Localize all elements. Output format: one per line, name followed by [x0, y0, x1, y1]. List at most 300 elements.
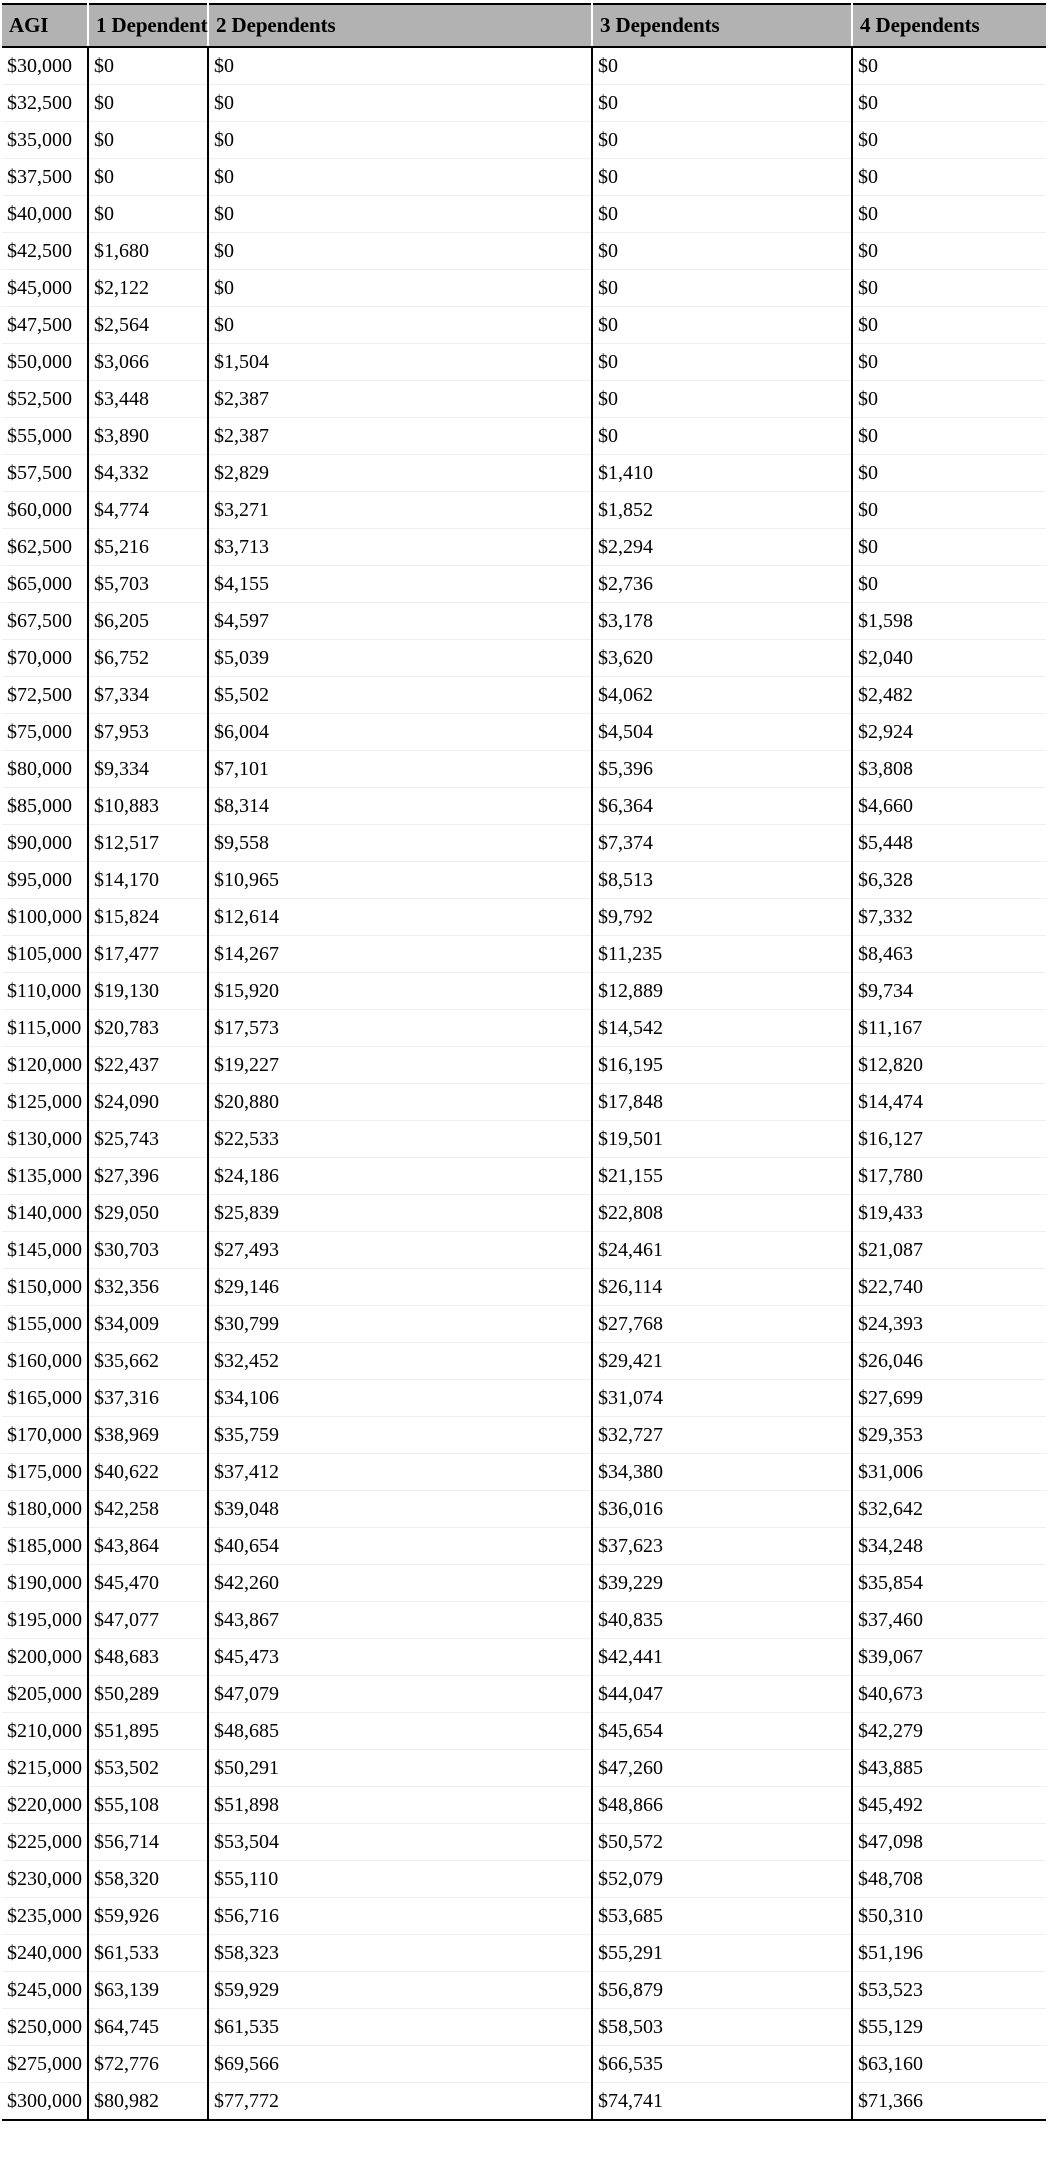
cell-agi: $175,000 — [2, 1454, 88, 1491]
cell-dep2: $17,573 — [208, 1010, 592, 1047]
cell-dep1: $34,009 — [88, 1306, 208, 1343]
cell-dep1: $55,108 — [88, 1787, 208, 1824]
cell-dep2: $42,260 — [208, 1565, 592, 1602]
cell-dep3: $11,235 — [592, 936, 852, 973]
cell-agi: $275,000 — [2, 2046, 88, 2083]
cell-dep2: $0 — [208, 47, 592, 85]
cell-dep2: $40,654 — [208, 1528, 592, 1565]
cell-dep4: $0 — [852, 381, 1046, 418]
table-row — [2, 1121, 1046, 1158]
table-row — [2, 1306, 1046, 1343]
cell-dep1: $15,824 — [88, 899, 208, 936]
cell-agi: $135,000 — [2, 1158, 88, 1195]
cell-agi: $45,000 — [2, 270, 88, 307]
cell-dep1: $0 — [88, 85, 208, 122]
table-row — [2, 1602, 1046, 1639]
cell-dep2: $32,452 — [208, 1343, 592, 1380]
cell-dep2: $0 — [208, 270, 592, 307]
cell-dep3: $6,364 — [592, 788, 852, 825]
cell-dep4: $63,160 — [852, 2046, 1046, 2083]
cell-dep1: $6,205 — [88, 603, 208, 640]
table-row — [2, 825, 1046, 862]
cell-dep2: $12,614 — [208, 899, 592, 936]
cell-dep4: $39,067 — [852, 1639, 1046, 1676]
table-row — [2, 2009, 1046, 2046]
cell-agi: $205,000 — [2, 1676, 88, 1713]
table-row — [2, 159, 1046, 196]
cell-agi: $190,000 — [2, 1565, 88, 1602]
cell-agi: $120,000 — [2, 1047, 88, 1084]
column-header-agi: AGI — [2, 4, 88, 47]
table-row — [2, 381, 1046, 418]
cell-dep4: $11,167 — [852, 1010, 1046, 1047]
cell-dep2: $30,799 — [208, 1306, 592, 1343]
cell-dep1: $61,533 — [88, 1935, 208, 1972]
table-row — [2, 1158, 1046, 1195]
cell-agi: $200,000 — [2, 1639, 88, 1676]
table-row — [2, 899, 1046, 936]
cell-dep4: $0 — [852, 344, 1046, 381]
cell-dep2: $2,387 — [208, 381, 592, 418]
cell-agi: $30,000 — [2, 47, 88, 85]
table-row — [2, 566, 1046, 603]
cell-dep3: $1,410 — [592, 455, 852, 492]
cell-dep1: $63,139 — [88, 1972, 208, 2009]
cell-dep1: $32,356 — [88, 1269, 208, 1306]
table-row — [2, 47, 1046, 85]
cell-dep3: $1,852 — [592, 492, 852, 529]
cell-dep4: $0 — [852, 47, 1046, 85]
table-row — [2, 603, 1046, 640]
cell-dep4: $37,460 — [852, 1602, 1046, 1639]
cell-dep1: $24,090 — [88, 1084, 208, 1121]
cell-agi: $65,000 — [2, 566, 88, 603]
cell-dep1: $4,332 — [88, 455, 208, 492]
column-header-3-dependents: 3 Dependents — [592, 4, 852, 47]
table-row — [2, 307, 1046, 344]
cell-dep4: $0 — [852, 270, 1046, 307]
cell-dep2: $27,493 — [208, 1232, 592, 1269]
cell-dep4: $0 — [852, 418, 1046, 455]
cell-dep1: $35,662 — [88, 1343, 208, 1380]
table-row — [2, 85, 1046, 122]
table-row — [2, 1232, 1046, 1269]
cell-dep2: $69,566 — [208, 2046, 592, 2083]
cell-agi: $80,000 — [2, 751, 88, 788]
cell-dep2: $37,412 — [208, 1454, 592, 1491]
cell-dep1: $27,396 — [88, 1158, 208, 1195]
cell-dep2: $34,106 — [208, 1380, 592, 1417]
cell-dep3: $0 — [592, 159, 852, 196]
cell-dep1: $29,050 — [88, 1195, 208, 1232]
cell-dep3: $31,074 — [592, 1380, 852, 1417]
cell-agi: $145,000 — [2, 1232, 88, 1269]
cell-dep1: $7,334 — [88, 677, 208, 714]
table-body — [2, 47, 1046, 2120]
cell-dep4: $0 — [852, 233, 1046, 270]
cell-dep3: $50,572 — [592, 1824, 852, 1861]
table-row — [2, 640, 1046, 677]
cell-dep3: $0 — [592, 270, 852, 307]
cell-dep2: $48,685 — [208, 1713, 592, 1750]
cell-agi: $50,000 — [2, 344, 88, 381]
cell-dep4: $9,734 — [852, 973, 1046, 1010]
table-row — [2, 973, 1046, 1010]
cell-dep3: $48,866 — [592, 1787, 852, 1824]
cell-dep3: $29,421 — [592, 1343, 852, 1380]
cell-dep3: $8,513 — [592, 862, 852, 899]
cell-dep3: $3,178 — [592, 603, 852, 640]
cell-dep4: $55,129 — [852, 2009, 1046, 2046]
cell-agi: $195,000 — [2, 1602, 88, 1639]
cell-dep3: $0 — [592, 418, 852, 455]
cell-agi: $37,500 — [2, 159, 88, 196]
cell-agi: $47,500 — [2, 307, 88, 344]
table-row — [2, 1787, 1046, 1824]
cell-dep4: $0 — [852, 307, 1046, 344]
cell-dep1: $2,122 — [88, 270, 208, 307]
cell-agi: $235,000 — [2, 1898, 88, 1935]
table-row — [2, 1010, 1046, 1047]
cell-dep4: $31,006 — [852, 1454, 1046, 1491]
cell-dep4: $45,492 — [852, 1787, 1046, 1824]
table-row — [2, 529, 1046, 566]
cell-dep4: $2,482 — [852, 677, 1046, 714]
cell-dep3: $5,396 — [592, 751, 852, 788]
table-row — [2, 1972, 1046, 2009]
cell-dep2: $61,535 — [208, 2009, 592, 2046]
cell-dep1: $50,289 — [88, 1676, 208, 1713]
cell-dep1: $53,502 — [88, 1750, 208, 1787]
cell-agi: $140,000 — [2, 1195, 88, 1232]
cell-dep4: $43,885 — [852, 1750, 1046, 1787]
cell-dep2: $7,101 — [208, 751, 592, 788]
cell-agi: $70,000 — [2, 640, 88, 677]
cell-dep2: $2,387 — [208, 418, 592, 455]
cell-dep1: $3,066 — [88, 344, 208, 381]
cell-dep1: $51,895 — [88, 1713, 208, 1750]
cell-dep4: $0 — [852, 455, 1046, 492]
cell-agi: $105,000 — [2, 936, 88, 973]
cell-dep1: $0 — [88, 47, 208, 85]
cell-dep1: $19,130 — [88, 973, 208, 1010]
cell-dep4: $2,924 — [852, 714, 1046, 751]
cell-dep3: $58,503 — [592, 2009, 852, 2046]
cell-dep2: $51,898 — [208, 1787, 592, 1824]
cell-dep1: $5,216 — [88, 529, 208, 566]
cell-agi: $155,000 — [2, 1306, 88, 1343]
cell-agi: $62,500 — [2, 529, 88, 566]
cell-dep3: $9,792 — [592, 899, 852, 936]
cell-dep2: $19,227 — [208, 1047, 592, 1084]
cell-dep1: $20,783 — [88, 1010, 208, 1047]
cell-dep1: $42,258 — [88, 1491, 208, 1528]
cell-dep4: $29,353 — [852, 1417, 1046, 1454]
cell-dep4: $35,854 — [852, 1565, 1046, 1602]
cell-dep3: $2,736 — [592, 566, 852, 603]
cell-dep1: $4,774 — [88, 492, 208, 529]
cell-dep1: $64,745 — [88, 2009, 208, 2046]
table-row — [2, 1824, 1046, 1861]
cell-dep3: $52,079 — [592, 1861, 852, 1898]
cell-dep2: $0 — [208, 233, 592, 270]
cell-dep2: $53,504 — [208, 1824, 592, 1861]
cell-dep2: $56,716 — [208, 1898, 592, 1935]
table-row — [2, 1380, 1046, 1417]
cell-dep3: $3,620 — [592, 640, 852, 677]
agi-dependents-table — [2, 3, 1046, 2121]
cell-agi: $150,000 — [2, 1269, 88, 1306]
cell-dep3: $17,848 — [592, 1084, 852, 1121]
cell-dep3: $0 — [592, 233, 852, 270]
cell-agi: $35,000 — [2, 122, 88, 159]
cell-dep2: $50,291 — [208, 1750, 592, 1787]
cell-dep1: $12,517 — [88, 825, 208, 862]
cell-dep4: $24,393 — [852, 1306, 1046, 1343]
cell-agi: $67,500 — [2, 603, 88, 640]
cell-agi: $75,000 — [2, 714, 88, 751]
cell-dep3: $53,685 — [592, 1898, 852, 1935]
table-row — [2, 1639, 1046, 1676]
table-row — [2, 455, 1046, 492]
cell-dep1: $2,564 — [88, 307, 208, 344]
cell-dep4: $12,820 — [852, 1047, 1046, 1084]
cell-dep3: $55,291 — [592, 1935, 852, 1972]
cell-dep1: $80,982 — [88, 2083, 208, 2121]
cell-agi: $115,000 — [2, 1010, 88, 1047]
table-row — [2, 936, 1046, 973]
cell-dep4: $50,310 — [852, 1898, 1046, 1935]
table-row — [2, 1417, 1046, 1454]
cell-dep3: $4,504 — [592, 714, 852, 751]
table-row — [2, 1565, 1046, 1602]
cell-dep1: $17,477 — [88, 936, 208, 973]
cell-dep4: $47,098 — [852, 1824, 1046, 1861]
cell-agi: $250,000 — [2, 2009, 88, 2046]
cell-agi: $300,000 — [2, 2083, 88, 2121]
cell-dep4: $3,808 — [852, 751, 1046, 788]
cell-dep4: $22,740 — [852, 1269, 1046, 1306]
cell-dep3: $12,889 — [592, 973, 852, 1010]
cell-dep3: $39,229 — [592, 1565, 852, 1602]
cell-agi: $240,000 — [2, 1935, 88, 1972]
column-header-2-dependents: 2 Dependents — [208, 4, 592, 47]
cell-dep3: $47,260 — [592, 1750, 852, 1787]
cell-dep1: $7,953 — [88, 714, 208, 751]
table-row — [2, 1528, 1046, 1565]
cell-dep3: $0 — [592, 307, 852, 344]
cell-agi: $215,000 — [2, 1750, 88, 1787]
header-row — [2, 4, 1046, 47]
cell-dep2: $9,558 — [208, 825, 592, 862]
table-row — [2, 677, 1046, 714]
cell-dep1: $0 — [88, 159, 208, 196]
cell-dep3: $32,727 — [592, 1417, 852, 1454]
cell-dep4: $26,046 — [852, 1343, 1046, 1380]
cell-dep3: $22,808 — [592, 1195, 852, 1232]
cell-dep4: $5,448 — [852, 825, 1046, 862]
cell-dep3: $16,195 — [592, 1047, 852, 1084]
cell-dep4: $32,642 — [852, 1491, 1046, 1528]
cell-agi: $170,000 — [2, 1417, 88, 1454]
cell-dep2: $3,713 — [208, 529, 592, 566]
cell-dep1: $72,776 — [88, 2046, 208, 2083]
cell-agi: $55,000 — [2, 418, 88, 455]
table-row — [2, 122, 1046, 159]
cell-dep2: $15,920 — [208, 973, 592, 1010]
cell-dep4: $53,523 — [852, 1972, 1046, 2009]
table-row — [2, 714, 1046, 751]
cell-dep2: $3,271 — [208, 492, 592, 529]
cell-dep3: $27,768 — [592, 1306, 852, 1343]
table-row — [2, 862, 1046, 899]
cell-dep1: $5,703 — [88, 566, 208, 603]
cell-dep2: $0 — [208, 159, 592, 196]
cell-dep3: $66,535 — [592, 2046, 852, 2083]
cell-dep2: $8,314 — [208, 788, 592, 825]
table-row — [2, 2046, 1046, 2083]
cell-dep1: $43,864 — [88, 1528, 208, 1565]
cell-dep1: $6,752 — [88, 640, 208, 677]
table-row — [2, 1047, 1046, 1084]
cell-agi: $95,000 — [2, 862, 88, 899]
table-row — [2, 1898, 1046, 1935]
cell-dep3: $44,047 — [592, 1676, 852, 1713]
cell-dep2: $39,048 — [208, 1491, 592, 1528]
cell-dep4: $40,673 — [852, 1676, 1046, 1713]
cell-dep4: $0 — [852, 85, 1046, 122]
cell-dep4: $21,087 — [852, 1232, 1046, 1269]
cell-agi: $185,000 — [2, 1528, 88, 1565]
cell-agi: $180,000 — [2, 1491, 88, 1528]
cell-dep3: $0 — [592, 196, 852, 233]
cell-dep2: $5,502 — [208, 677, 592, 714]
cell-dep2: $4,155 — [208, 566, 592, 603]
cell-dep3: $4,062 — [592, 677, 852, 714]
cell-dep2: $20,880 — [208, 1084, 592, 1121]
cell-dep1: $56,714 — [88, 1824, 208, 1861]
cell-dep1: $14,170 — [88, 862, 208, 899]
cell-dep3: $7,374 — [592, 825, 852, 862]
cell-dep4: $4,660 — [852, 788, 1046, 825]
cell-dep2: $4,597 — [208, 603, 592, 640]
table-row — [2, 1676, 1046, 1713]
cell-dep4: $8,463 — [852, 936, 1046, 973]
table-row — [2, 788, 1046, 825]
cell-dep4: $34,248 — [852, 1528, 1046, 1565]
table-row — [2, 1935, 1046, 1972]
cell-agi: $130,000 — [2, 1121, 88, 1158]
cell-agi: $220,000 — [2, 1787, 88, 1824]
cell-agi: $210,000 — [2, 1713, 88, 1750]
cell-dep4: $14,474 — [852, 1084, 1046, 1121]
table-row — [2, 196, 1046, 233]
cell-dep4: $16,127 — [852, 1121, 1046, 1158]
cell-dep3: $0 — [592, 381, 852, 418]
cell-dep1: $30,703 — [88, 1232, 208, 1269]
column-header-1-dependent: 1 Dependent — [88, 4, 208, 47]
cell-dep4: $0 — [852, 492, 1046, 529]
cell-dep4: $2,040 — [852, 640, 1046, 677]
cell-dep1: $37,316 — [88, 1380, 208, 1417]
table-row — [2, 1084, 1046, 1121]
cell-dep2: $25,839 — [208, 1195, 592, 1232]
cell-dep4: $0 — [852, 122, 1046, 159]
table-row — [2, 1454, 1046, 1491]
cell-dep4: $48,708 — [852, 1861, 1046, 1898]
table-row — [2, 2083, 1046, 2121]
cell-dep1: $3,448 — [88, 381, 208, 418]
cell-dep1: $10,883 — [88, 788, 208, 825]
cell-agi: $165,000 — [2, 1380, 88, 1417]
cell-dep3: $56,879 — [592, 1972, 852, 2009]
cell-agi: $160,000 — [2, 1343, 88, 1380]
cell-dep2: $35,759 — [208, 1417, 592, 1454]
cell-dep3: $19,501 — [592, 1121, 852, 1158]
cell-dep4: $17,780 — [852, 1158, 1046, 1195]
cell-dep2: $0 — [208, 122, 592, 159]
cell-dep1: $45,470 — [88, 1565, 208, 1602]
cell-dep3: $36,016 — [592, 1491, 852, 1528]
cell-dep2: $47,079 — [208, 1676, 592, 1713]
cell-dep4: $0 — [852, 196, 1046, 233]
cell-dep1: $40,622 — [88, 1454, 208, 1491]
cell-agi: $230,000 — [2, 1861, 88, 1898]
cell-dep2: $6,004 — [208, 714, 592, 751]
cell-agi: $245,000 — [2, 1972, 88, 2009]
cell-dep1: $1,680 — [88, 233, 208, 270]
cell-dep4: $19,433 — [852, 1195, 1046, 1232]
cell-agi: $90,000 — [2, 825, 88, 862]
cell-dep1: $38,969 — [88, 1417, 208, 1454]
cell-dep1: $0 — [88, 196, 208, 233]
column-header-4-dependents: 4 Dependents — [852, 4, 1046, 47]
cell-dep2: $0 — [208, 196, 592, 233]
cell-dep3: $26,114 — [592, 1269, 852, 1306]
cell-dep1: $9,334 — [88, 751, 208, 788]
cell-dep1: $48,683 — [88, 1639, 208, 1676]
cell-dep1: $22,437 — [88, 1047, 208, 1084]
cell-dep2: $22,533 — [208, 1121, 592, 1158]
cell-dep2: $59,929 — [208, 1972, 592, 2009]
cell-agi: $60,000 — [2, 492, 88, 529]
cell-agi: $57,500 — [2, 455, 88, 492]
cell-dep3: $0 — [592, 344, 852, 381]
cell-dep2: $14,267 — [208, 936, 592, 973]
table-row — [2, 1491, 1046, 1528]
table-row — [2, 270, 1046, 307]
cell-agi: $52,500 — [2, 381, 88, 418]
cell-agi: $40,000 — [2, 196, 88, 233]
cell-dep3: $40,835 — [592, 1602, 852, 1639]
cell-dep4: $51,196 — [852, 1935, 1046, 1972]
cell-agi: $110,000 — [2, 973, 88, 1010]
cell-dep3: $0 — [592, 122, 852, 159]
cell-dep2: $29,146 — [208, 1269, 592, 1306]
cell-dep2: $43,867 — [208, 1602, 592, 1639]
cell-dep4: $1,598 — [852, 603, 1046, 640]
cell-agi: $225,000 — [2, 1824, 88, 1861]
cell-agi: $100,000 — [2, 899, 88, 936]
table-row — [2, 1750, 1046, 1787]
cell-agi: $125,000 — [2, 1084, 88, 1121]
cell-dep1: $59,926 — [88, 1898, 208, 1935]
cell-dep2: $1,504 — [208, 344, 592, 381]
table-row — [2, 344, 1046, 381]
table-row — [2, 1269, 1046, 1306]
cell-dep3: $74,741 — [592, 2083, 852, 2121]
cell-agi: $42,500 — [2, 233, 88, 270]
